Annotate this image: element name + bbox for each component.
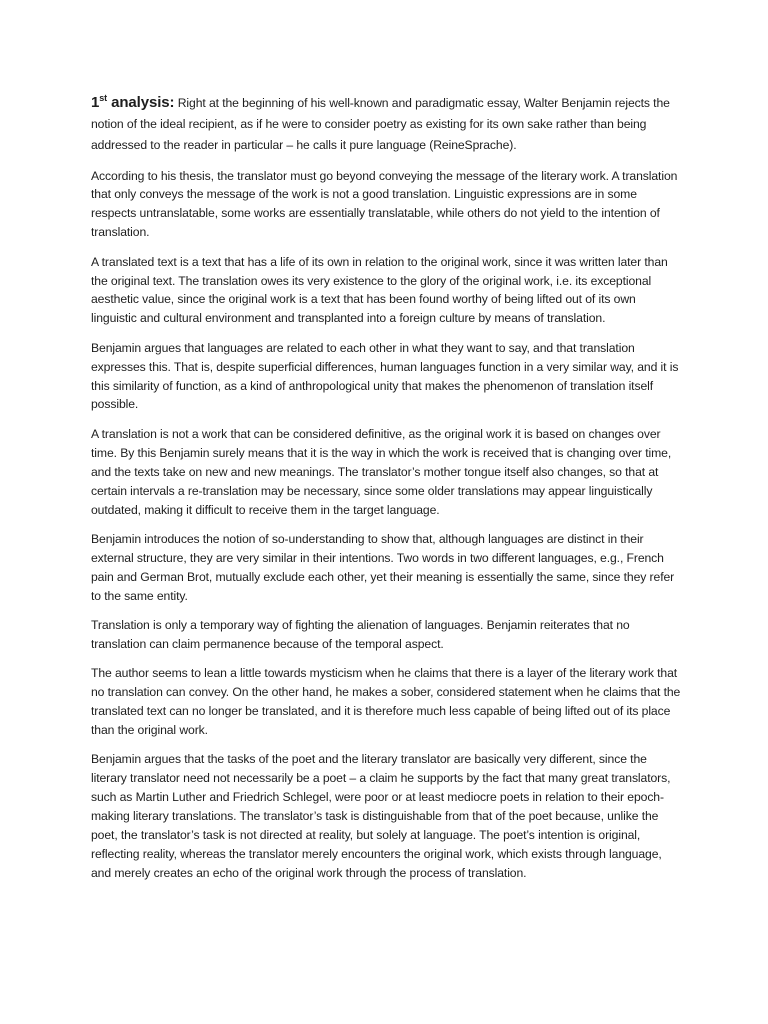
paragraph-1-text: Right at the beginning of his well-known and paradigmatic essay, Walter Benjamin rejects the notion of the ideal recipient, as if he were to consider poetry as existing for its own sake rather than being addressed to the reader in particular – he calls it pure language (ReineSprache). (91, 96, 670, 152)
paragraph-3: A translated text is a text that has a life of its own in relation to the original work, since it was written later than the original text. The translation owes its very existence to the glory of the original work, i.e. its exceptional aesthetic value, since the original work is a text that has been found worthy of being lifted out of its own linguistic and cultural environment and transplanted into a foreign culture by means of translation. (91, 254, 668, 326)
paragraph-1 (91, 92, 681, 156)
document-page (91, 92, 681, 893)
paragraph-8: The author seems to lean a little towards mysticism when he claims that there is a layer of the literary work that no translation can convey. On the other hand, he makes a sober, considered statement when he claims that the translated text can no longer be translated, and it is therefore much less capable of being lifted out of its place than the original work. (91, 666, 681, 738)
paragraph-7: Translation is only a temporary way of fighting the alienation of languages. Benjamin reiterates that no translation can claim permanence because of the temporal aspect. (91, 618, 630, 651)
paragraph-4: Benjamin argues that languages are related to each other in what they want to say, and that translation expresses this. That is, despite superficial differences, human languages function in a very similar way, and it is this similarity of function, as a kind of anthropological unity that makes the phenomenon of translation itself possible. (91, 340, 679, 412)
paragraph-2: According to his thesis, the translator must go beyond conveying the message of the literary work. A translation that only conveys the message of the work is not a good translation. Linguistic expressions are in some respects untranslatable, some works are essentially translatable, while others do not yield to the intention of translation. (91, 168, 678, 240)
heading-label: analysis: (107, 94, 175, 111)
section-heading (91, 94, 174, 111)
paragraph-9: Benjamin argues that the tasks of the poet and the literary translator are basically very different, since the literary translator need not necessarily be a poet – a claim he supports by the fact that many great translators, such as Martin Luther and Friedrich Schlegel, were poor or at least mediocre poets in relation to their epoch-making literary translations. The translator’s task is distinguishable from that of the poet because, unlike the poet, the translator’s task is not directed at reality, but solely at language. The poet’s intention is original, reflecting reality, whereas the translator merely encounters the original work, which exists through language, and merely creates an echo of the original work through the process of translation. (91, 752, 671, 880)
heading-ordinal-suffix: st (99, 93, 108, 103)
heading-number: 1 (91, 94, 100, 111)
paragraph-5: A translation is not a work that can be considered definitive, as the original work it is based on changes over time. By this Benjamin surely means that it is the way in which the work is received that is changing over time, and the texts take on new and new meanings. The translator’s mother tongue itself also changes, so that at certain intervals a re-translation may be necessary, since some older translations may appear linguistically outdated, making it difficult to receive them in the target language. (91, 426, 672, 517)
paragraph-6: Benjamin introduces the notion of so-understanding to show that, although languages are distinct in their external structure, they are very similar in their intentions. Two words in two different languages, e.g., French pain and German Brot, mutually exclude each other, yet their meaning is essentially the same, since they refer to the same entity. (91, 531, 675, 603)
